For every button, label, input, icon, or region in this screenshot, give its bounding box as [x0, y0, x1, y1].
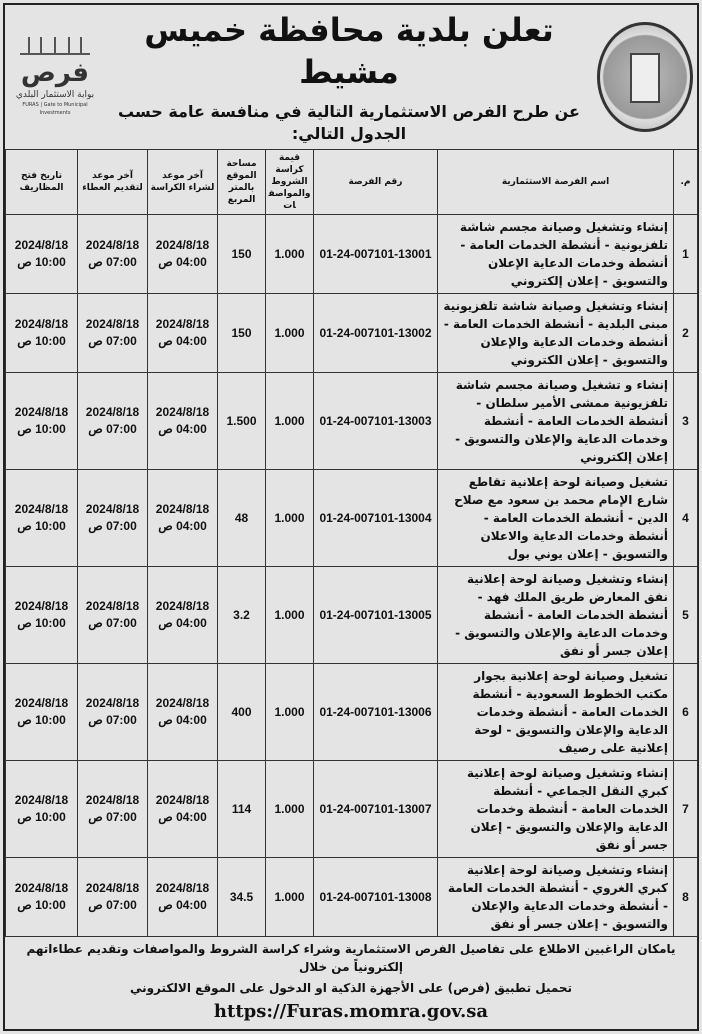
date-text: 2024/8/18	[14, 502, 69, 516]
row-number-text: 4	[682, 511, 689, 525]
area-text: 400	[231, 705, 252, 719]
table-row	[6, 567, 698, 664]
opportunity-id	[314, 858, 438, 937]
price-text: 1.000	[274, 247, 305, 261]
table-header-row	[6, 150, 698, 215]
time-text: 04:00 ص	[158, 616, 207, 630]
opportunity-name	[438, 470, 674, 567]
table-row	[6, 373, 698, 470]
area-text: 150	[231, 247, 252, 261]
footer-line-2	[9, 976, 693, 1025]
purchase-deadline	[148, 858, 218, 937]
opportunities-table	[5, 149, 698, 937]
table-row	[6, 215, 698, 294]
opening-date	[6, 294, 78, 373]
row-number-text: 6	[682, 705, 689, 719]
site-area	[218, 215, 266, 294]
footer-note	[5, 937, 697, 1025]
booklet-price	[266, 294, 314, 373]
date-text: 2024/8/18	[155, 696, 210, 710]
opening-date	[6, 761, 78, 858]
date-text: 2024/8/18	[85, 599, 140, 613]
time-text: 04:00 ص	[158, 519, 207, 533]
time-text: 04:00 ص	[158, 422, 207, 436]
date-text: 2024/8/18	[14, 238, 69, 252]
submission-deadline	[78, 294, 148, 373]
skyline-icon	[20, 37, 90, 55]
site-area	[218, 761, 266, 858]
column-header: م.	[674, 150, 698, 215]
purchase-deadline	[148, 470, 218, 567]
booklet-price	[266, 858, 314, 937]
opportunity-id-text: 01-24-007101-13007	[319, 802, 432, 816]
opportunity-id-text: 01-24-007101-13004	[319, 511, 432, 525]
submission-deadline	[78, 567, 148, 664]
site-area	[218, 664, 266, 761]
column-header: مساحة الموقع بالمتر المربع	[218, 150, 266, 215]
booklet-price	[266, 215, 314, 294]
time-text: 10:00 ص	[17, 616, 66, 630]
area-text: 114	[231, 802, 252, 816]
date-text: 2024/8/18	[14, 793, 69, 807]
column-header: آخر موعد لشراء الكراسة	[148, 150, 218, 215]
table-row	[6, 294, 698, 373]
time-text: 04:00 ص	[158, 255, 207, 269]
price-text: 1.000	[274, 705, 305, 719]
opportunity-name	[438, 858, 674, 937]
submission-deadline	[78, 761, 148, 858]
site-area	[218, 294, 266, 373]
price-text: 1.000	[274, 326, 305, 340]
opening-date	[6, 567, 78, 664]
opening-date	[6, 215, 78, 294]
time-text: 07:00 ص	[88, 334, 137, 348]
table-row	[6, 470, 698, 567]
price-text: 1.000	[274, 511, 305, 525]
page-subtitle: عن طرح الفرص الاستثمارية التالية في منافسة عامة حسب الجدول التالي:	[118, 102, 580, 143]
row-number-text: 5	[682, 608, 689, 622]
column-header: اسم الفرصة الاستثمارية	[438, 150, 674, 215]
date-text: 2024/8/18	[14, 881, 69, 895]
opportunity-id-text: 01-24-007101-13001	[319, 247, 432, 261]
date-text: 2024/8/18	[155, 599, 210, 613]
table-row	[6, 664, 698, 761]
logo-word: فرص	[20, 58, 90, 88]
time-text: 10:00 ص	[17, 422, 66, 436]
time-text: 04:00 ص	[158, 334, 207, 348]
row-number	[674, 664, 698, 761]
opening-date	[6, 373, 78, 470]
date-text: 2024/8/18	[155, 502, 210, 516]
time-text: 10:00 ص	[17, 898, 66, 912]
time-text: 04:00 ص	[158, 810, 207, 824]
ad-frame	[3, 3, 699, 1031]
time-text: 07:00 ص	[88, 810, 137, 824]
time-text: 07:00 ص	[88, 713, 137, 727]
submission-deadline	[78, 215, 148, 294]
price-text: 1.000	[274, 802, 305, 816]
opportunity-id-text: 01-24-007101-13002	[319, 326, 432, 340]
opportunity-name	[438, 373, 674, 470]
time-text: 04:00 ص	[158, 713, 207, 727]
header-text	[101, 9, 597, 145]
column-header: رقم الفرصة	[314, 150, 438, 215]
area-text: 34.5	[229, 890, 254, 904]
opportunity-name	[438, 567, 674, 664]
row-number	[674, 761, 698, 858]
date-text: 2024/8/18	[85, 696, 140, 710]
table-row	[6, 761, 698, 858]
date-text: 2024/8/18	[85, 405, 140, 419]
row-number-text: 2	[682, 326, 689, 340]
page-title: تعلن بلدية محافظة خميس مشيط	[144, 11, 554, 91]
opportunity-id	[314, 294, 438, 373]
opportunity-name	[438, 294, 674, 373]
submission-deadline	[78, 373, 148, 470]
opportunity-id	[314, 761, 438, 858]
booklet-price	[266, 761, 314, 858]
header	[5, 5, 697, 149]
opportunity-name-text: تشغيل وصيانة لوحة إعلانية بجوار مكتب الخطوط السعودية - أنشطة الخدمات العامة - أنشطة وخدمات الدعاية والإعلان والتسويق - لوحة إعلانية على رصيف	[472, 669, 668, 755]
date-text: 2024/8/18	[155, 317, 210, 331]
area-text: 48	[234, 511, 249, 525]
time-text: 07:00 ص	[88, 255, 137, 269]
area-text: 150	[231, 326, 252, 340]
opportunity-id-text: 01-24-007101-13006	[319, 705, 432, 719]
submission-deadline	[78, 470, 148, 567]
opportunity-id	[314, 470, 438, 567]
opportunity-name	[438, 215, 674, 294]
date-text: 2024/8/18	[14, 696, 69, 710]
time-text: 10:00 ص	[17, 713, 66, 727]
area-text: 1.500	[226, 414, 257, 428]
opportunity-name-text: إنشاء و تشغيل وصيانة مجسم شاشة تلفزيونية ممشى الأمير سلطان - أنشطة الخدمات العامة - أنشطة وخدمات الدعاية والإعلان والتسويق - إعلان إلكتروني	[455, 378, 668, 464]
building-icon	[630, 53, 660, 103]
booklet-price	[266, 470, 314, 567]
opportunity-name-text: تشغيل وصيانة لوحة إعلانية تقاطع شارع الإمام محمد بن سعود مع صلاح الدين - أنشطة الخدمات العامة - أنشطة وخدمات الدعاية والاعلان والتسويق - إعلان يوني بول	[454, 475, 668, 561]
time-text: 10:00 ص	[17, 334, 66, 348]
opening-date	[6, 858, 78, 937]
price-text: 1.000	[274, 414, 305, 428]
time-text: 10:00 ص	[17, 810, 66, 824]
time-text: 07:00 ص	[88, 422, 137, 436]
logo-subtitle-ar: بوابة الاستثمار البلدي	[15, 90, 95, 100]
row-number-text: 1	[682, 247, 689, 261]
opportunity-id-text: 01-24-007101-13008	[319, 890, 432, 904]
opportunity-id-text: 01-24-007101-13003	[319, 414, 432, 428]
row-number-text: 3	[682, 414, 689, 428]
time-text: 10:00 ص	[17, 255, 66, 269]
row-number	[674, 470, 698, 567]
purchase-deadline	[148, 373, 218, 470]
date-text: 2024/8/18	[155, 238, 210, 252]
submission-deadline	[78, 858, 148, 937]
opportunity-name-text: إنشاء وتشغيل وصيانة مجسم شاشة تلفزيونية - أنشطة الخدمات العامة - أنشطة وخدمات الدعاية الإعلان والتسويق - إعلان إلكتروني	[459, 220, 668, 288]
purchase-deadline	[148, 761, 218, 858]
opening-date	[6, 470, 78, 567]
date-text: 2024/8/18	[85, 238, 140, 252]
column-header: آخر موعد لتقديم العطاء	[78, 150, 148, 215]
opportunity-id	[314, 664, 438, 761]
opportunity-id-text: 01-24-007101-13005	[319, 608, 432, 622]
date-text: 2024/8/18	[155, 405, 210, 419]
date-text: 2024/8/18	[14, 405, 69, 419]
row-number	[674, 373, 698, 470]
purchase-deadline	[148, 664, 218, 761]
time-text: 07:00 ص	[88, 898, 137, 912]
time-text: 10:00 ص	[17, 519, 66, 533]
row-number	[674, 294, 698, 373]
footer-line-1: يامكان الراغبين الاطلاع على تفاصيل الفرص الاستثمارية وشراء كراسة الشروط والمواصفات وتقديم عطاءاتهم إلكترونياً من خلال	[26, 942, 676, 974]
opening-date	[6, 664, 78, 761]
website-link[interactable]: https://Furas.momra.gov.sa	[213, 1001, 489, 1022]
opportunity-name-text: إنشاء وتشغيل وصيانة لوحة إعلانية نفق المعارض طريق الملك فهد - أنشطة الخدمات العامة - أنشطة وخدمات الدعاية والإعلان والتسويق - إعلان جسر أو نفق	[455, 572, 668, 658]
site-area	[218, 373, 266, 470]
booklet-price	[266, 567, 314, 664]
purchase-deadline	[148, 294, 218, 373]
date-text: 2024/8/18	[14, 317, 69, 331]
date-text: 2024/8/18	[85, 317, 140, 331]
opportunity-name-text: إنشاء وتشغيل وصيانة لوحة إعلانية كبري الغروي - أنشطة الخدمات العامة - أنشطة وخدمات الدعاية والإعلان والتسويق - إعلان جسر أو نفق	[447, 863, 668, 931]
municipality-seal-logo	[597, 22, 693, 132]
logo-subtitle-en: FURAS | Gate to Municipal Investments	[22, 102, 88, 116]
time-text: 07:00 ص	[88, 519, 137, 533]
row-number	[674, 858, 698, 937]
opportunity-name-text: إنشاء وتشغيل وصيانة شاشة تلفزيونية مبنى البلدية - أنشطة الخدمات العامة - أنشطة وخدمات الدعاية والإعلان والتسويق - إعلان الكتروني	[443, 299, 668, 367]
column-header: تاريخ فتح المظاريف	[6, 150, 78, 215]
price-text: 1.000	[274, 608, 305, 622]
date-text: 2024/8/18	[14, 599, 69, 613]
price-text: 1.000	[274, 890, 305, 904]
opportunity-id	[314, 215, 438, 294]
row-number	[674, 567, 698, 664]
site-area	[218, 858, 266, 937]
furas-logo	[9, 37, 101, 117]
date-text: 2024/8/18	[155, 881, 210, 895]
row-number-text: 7	[682, 802, 689, 816]
row-number	[674, 215, 698, 294]
opportunity-id	[314, 373, 438, 470]
table-row	[6, 858, 698, 937]
footer-line-2-text: تحميل تطبيق (فرص) على الأجهزة الذكية او الدخول على الموقع الالكتروني	[129, 981, 573, 995]
row-number-text: 8	[682, 890, 689, 904]
submission-deadline	[78, 664, 148, 761]
booklet-price	[266, 373, 314, 470]
date-text: 2024/8/18	[85, 793, 140, 807]
site-area	[218, 567, 266, 664]
opportunity-name	[438, 664, 674, 761]
purchase-deadline	[148, 215, 218, 294]
purchase-deadline	[148, 567, 218, 664]
column-header: قيمة كراسة الشروط والمواصفات	[266, 150, 314, 215]
opportunity-name-text: إنشاء وتشغيل وصيانة لوحة إعلانية كبري النقل الجماعي - أنشطة الخدمات العامة - أنشطة وخدمات الدعاية والإعلان والتسويق - إعلان جسر أو نفق	[466, 766, 668, 852]
date-text: 2024/8/18	[85, 502, 140, 516]
time-text: 04:00 ص	[158, 898, 207, 912]
date-text: 2024/8/18	[155, 793, 210, 807]
site-area	[218, 470, 266, 567]
opportunity-id	[314, 567, 438, 664]
area-text: 3.2	[233, 608, 250, 622]
booklet-price	[266, 664, 314, 761]
opportunity-name	[438, 761, 674, 858]
time-text: 07:00 ص	[88, 616, 137, 630]
date-text: 2024/8/18	[85, 881, 140, 895]
